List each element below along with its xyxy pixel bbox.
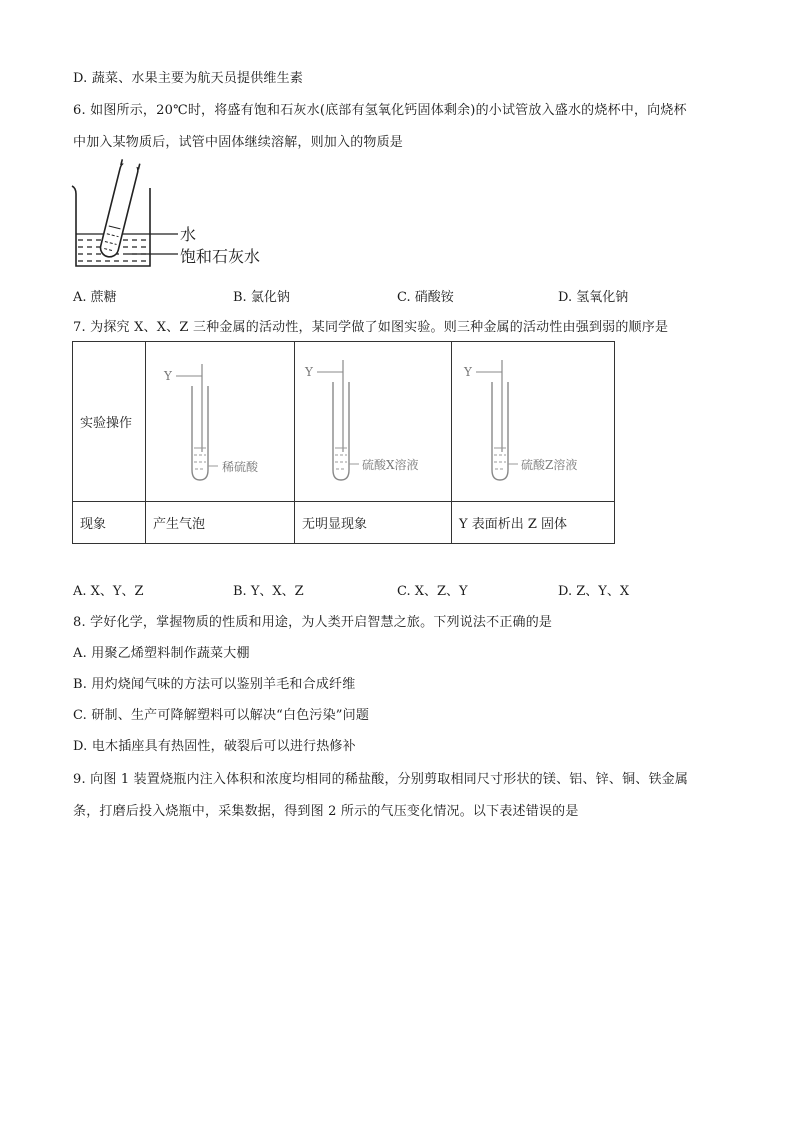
tube-solution-label-1: 稀硫酸 <box>222 460 259 474</box>
q7-tube-cell-3 <box>452 342 615 502</box>
q7-row2-header: 现象 <box>80 517 107 532</box>
q8-stem: 8. 学好化学，掌握物质的性质和用途，为人类开启智慧之旅。下列说法不正确的是 <box>73 615 553 630</box>
q7-row1-header: 实验操作 <box>80 416 133 431</box>
q7-tube-cell-2 <box>295 342 452 502</box>
q7-option-c: C. X、Z、Y <box>397 584 468 599</box>
q7-phenomenon-3: Y 表面析出 Z 固体 <box>459 517 568 532</box>
tube-solution-label-2: 硫酸X溶液 <box>362 458 419 472</box>
q6-label-limewater: 饱和石灰水 <box>180 247 261 266</box>
q6-label-water: 水 <box>180 225 197 244</box>
q6-option-a: A. 蔗糖 <box>73 290 117 305</box>
q8-option-c: C. 研制、生产可降解塑料可以解决“白色污染”问题 <box>73 708 370 723</box>
tube-solution-label-3: 硫酸Z溶液 <box>521 458 578 472</box>
q8-option-a: A. 用聚乙烯塑料制作蔬菜大棚 <box>73 646 250 661</box>
test-tube-figure-1 <box>146 342 294 497</box>
q7-phenomenon-cell-1 <box>146 502 295 544</box>
test-tube-figure-2 <box>295 342 451 497</box>
q6-option-d: D. 氢氧化钠 <box>558 290 629 305</box>
q7-phenomenon-cell-2 <box>295 502 452 544</box>
tube-metal-label-1: Y <box>164 369 172 383</box>
q7-experiment-table <box>72 341 615 544</box>
q7-option-b: B. Y、X、Z <box>233 584 304 599</box>
q9-stem-line2: 条，打磨后投入烧瓶中，采集数据，得到图 2 所示的气压变化情况。以下表述错误的是 <box>73 804 579 819</box>
q7-row1-header-cell <box>73 342 146 502</box>
q7-stem: 7. 为探究 X、X、Z 三种金属的活动性，某同学做了如图实验。则三种金属的活动性由强到弱的顺序是 <box>73 320 669 335</box>
q7-phenomenon-1: 产生气泡 <box>153 517 206 532</box>
tube-metal-label-3: Y <box>464 365 472 379</box>
q6-stem-line2: 中加入某物质后，试管中固体继续溶解，则加入的物质是 <box>73 135 404 150</box>
q8-option-b: B. 用灼烧闻气味的方法可以鉴别羊毛和合成纤维 <box>73 677 356 692</box>
q7-phenomenon-2: 无明显现象 <box>302 517 368 532</box>
q6-stem-line1: 6. 如图所示，20℃时，将盛有饱和石灰水(底部有氢氧化钙固体剩余)的小试管放入盛水的烧杯中，向烧杯 <box>73 103 687 118</box>
q8-option-d: D. 电木插座具有热固性，破裂后可以进行热修补 <box>73 739 356 754</box>
tube-metal-label-2: Y <box>305 365 313 379</box>
q7-option-a: A. X、Y、Z <box>73 584 144 599</box>
q6-option-b: B. 氯化钠 <box>233 290 290 305</box>
q6-option-c: C. 硝酸铵 <box>397 290 454 305</box>
option-d-previous-question: D. 蔬菜、水果主要为航天员提供维生素 <box>73 71 304 86</box>
q7-option-d: D. Z、Y、X <box>558 584 630 599</box>
q7-phenomenon-cell-3 <box>452 502 615 544</box>
q7-tube-cell-1 <box>146 342 295 502</box>
test-tube-figure-3 <box>452 342 614 497</box>
q9-stem-line1: 9. 向图 1 装置烧瓶内注入体积和浓度均相同的稀盐酸，分别剪取相同尺寸形状的镁、铝、锌、铜、铁金属 <box>73 772 689 787</box>
q7-row2-header-cell <box>73 502 146 544</box>
